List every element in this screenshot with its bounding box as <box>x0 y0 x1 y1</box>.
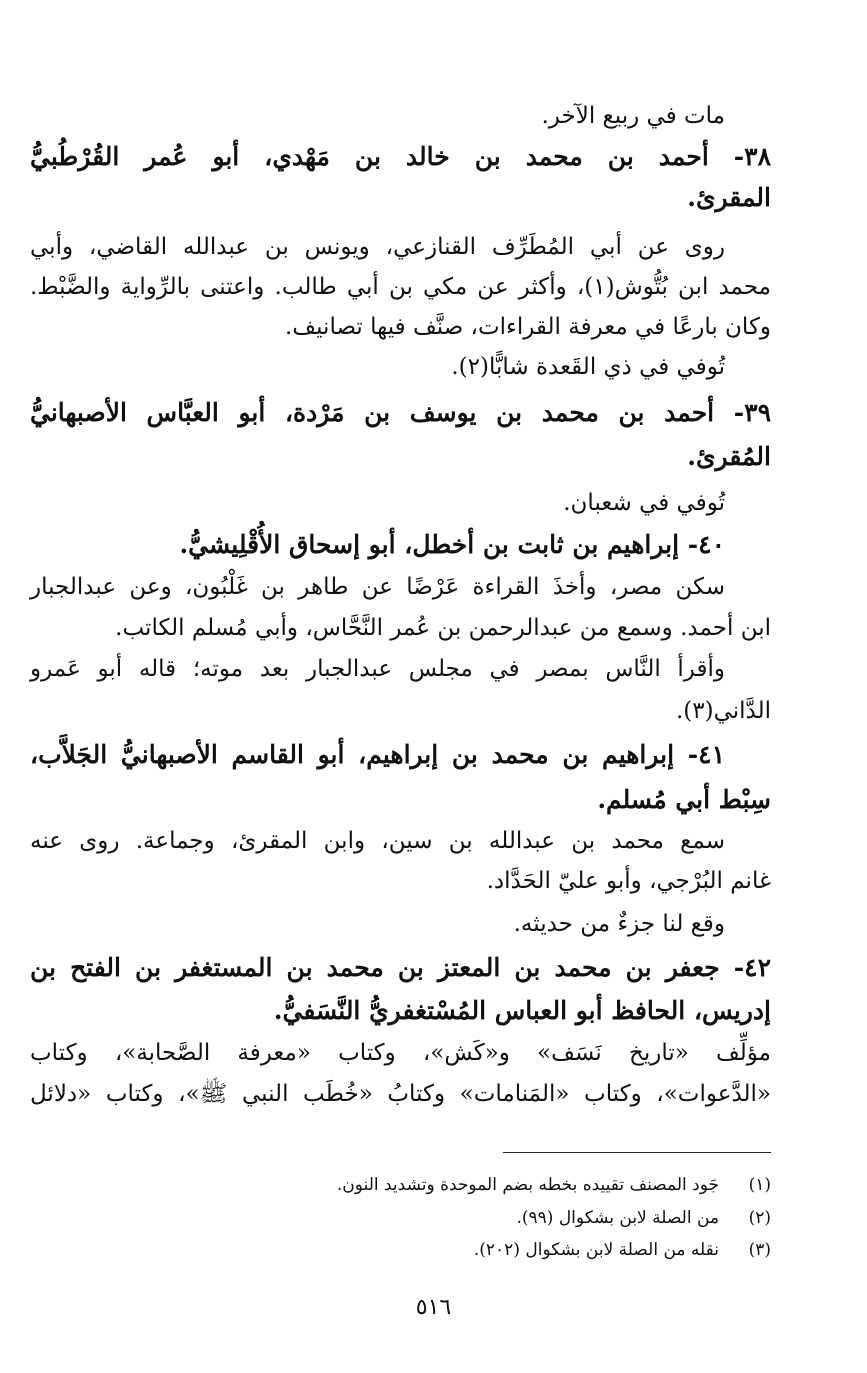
text-line: تُوفي في ذي القَعدة شابًّا(٢). <box>451 354 725 380</box>
entry-heading-39-cont: المُقرئ. <box>687 442 771 471</box>
text-line: محمد ابن بُتُّوش(١)، وأكثر عن مكي بن أبي طالب. واعتنى بالرِّواية والضَّبْط. <box>30 274 772 300</box>
footnote-number: (٢) <box>748 1208 771 1228</box>
text-line: سكن مصر، وأخذَ القراءة عَرْضًا عن طاهر بن غَلْبُون، وعن عبدالجبار <box>30 574 725 600</box>
text-line: مؤلِّف «تاريخ نَسَف» و«كَش»، وكتاب «معرفة الصَّحابة»، وكتاب <box>30 1040 771 1066</box>
footnote-text: نقله من الصلة لابن بشكوال (٢٠٢). <box>473 1240 719 1260</box>
entry-heading-42-cont: إدريس، الحافظ أبو العباس المُسْتغفريُّ النَّسَفيُّ. <box>273 996 771 1025</box>
text-line: مات في ربيع الآخر. <box>541 103 725 129</box>
text-line: «الدَّعوات»، وكتاب «المَنامات» وكتابُ «خُطَب النبي ﷺ»، وكتاب «دلائل <box>30 1081 771 1107</box>
footnote-text: من الصلة لابن بشكوال (٩٩). <box>516 1208 719 1228</box>
entry-heading-42: ٤٢- جعفر بن محمد بن المعتز بن محمد بن المستغفر بن الفتح بن <box>30 953 771 982</box>
text-line: غانم البُرْجي، وأبو عليّ الحَدَّاد. <box>486 868 771 894</box>
page-body <box>30 0 771 1373</box>
text-line: وقع لنا جزءٌ من حديثه. <box>513 911 725 937</box>
footnote <box>60 1238 771 1262</box>
page-number: ٥١٦ <box>415 1295 452 1320</box>
entry-heading-39: ٣٩- أحمد بن محمد بن يوسف بن مَرْدة، أبو العبَّاس الأصبهانيُّ <box>30 398 771 427</box>
text-line: وأقرأ النَّاس بمصر في مجلس عبدالجبار بعد موته؛ قاله أبو عَمرو <box>30 656 725 682</box>
text-line: سمع محمد بن عبدالله بن سين، وابن المقرئ، وجماعة. روى عنه <box>30 828 725 854</box>
footnote <box>60 1173 771 1197</box>
text-line: وكان بارعًا في معرفة القراءات، صنَّف فيها تصانيف. <box>284 314 771 340</box>
text-line: تُوفي في شعبان. <box>563 490 725 516</box>
footnote <box>60 1206 771 1230</box>
text-line: الدَّاني(٣). <box>675 698 771 724</box>
entry-heading-41-cont: سِبْط أبي مُسلم. <box>597 785 771 814</box>
footnote-number: (٣) <box>748 1240 771 1260</box>
footnote-number: (١) <box>748 1175 771 1195</box>
entry-heading-38: ٣٨- أحمد بن محمد بن خالد بن مَهْدي، أبو عُمر القُرْطُبيُّ <box>30 142 771 171</box>
text-line: روى عن أبي المُطَرِّف القنازعي، ويونس بن عبدالله القاضي، وأبي <box>30 234 725 260</box>
entry-heading-38-cont: المقرئ. <box>687 183 771 212</box>
text-line: ابن أحمد. وسمع من عبدالرحمن بن عُمر النَّحَّاس، وأبي مُسلم الكاتب. <box>115 615 771 641</box>
entry-heading-41: ٤١- إبراهيم بن محمد بن إبراهيم، أبو القاسم الأصبهانيُّ الجَلاَّب، <box>30 740 725 769</box>
footnote-text: جَود المصنف تقييده بخطه بضم الموحدة وتشديد النون. <box>336 1175 719 1195</box>
footnote-divider <box>503 1152 771 1153</box>
entry-heading-40: ٤٠- إبراهيم بن ثابت بن أخطل، أبو إسحاق الأُقْلِيشيُّ. <box>179 530 725 559</box>
